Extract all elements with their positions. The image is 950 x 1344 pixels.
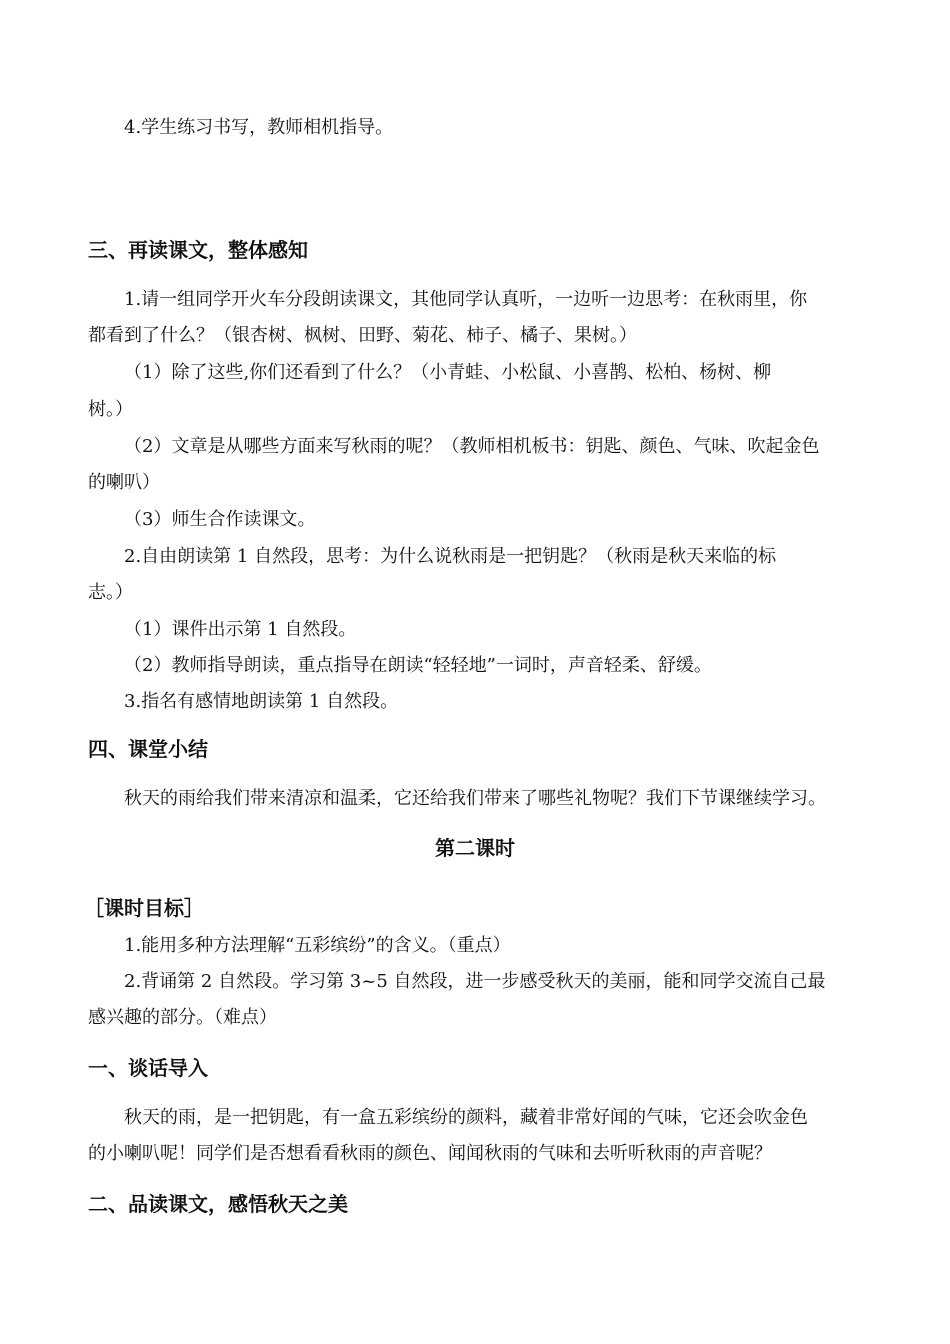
lesson-2-section-2-heading: 二、品读课文，感悟秋天之美 xyxy=(88,1192,348,1216)
lesson-2-section-1-heading: 一、谈话导入 xyxy=(88,1056,208,1080)
lesson-2-intro-line-1: 秋天的雨，是一把钥匙，有一盒五彩缤纷的颜料，藏着非常好闻的气味，它还会吹金色 xyxy=(124,1107,808,1128)
lesson-goal-2-line-1: 2.背诵第 2 自然段。学习第 3~5 自然段，进一步感受秋天的美丽，能和同学交流自己最 xyxy=(124,971,826,992)
section-3-para-2-line-1: 2.自由朗读第 1 自然段，思考：为什么说秋雨是一把钥匙？（秋雨是秋天来临的标 xyxy=(124,546,777,567)
section-4-heading: 四、课堂小结 xyxy=(88,737,208,761)
section-3-para-1-line-1: 1.请一组同学开火车分段朗读课文，其他同学认真听，一边听一边思考：在秋雨里，你 xyxy=(124,289,808,310)
section-3-para-1-line-2: 都看到了什么？（银杏树、枫树、田野、菊花、柿子、橘子、果树。） xyxy=(88,325,637,346)
lesson-2-intro-line-2: 的小喇叭呢！同学们是否想看看秋雨的颜色、闻闻秋雨的气味和去听听秋雨的声音呢？ xyxy=(88,1143,772,1164)
step-4-practice-writing: 4.学生练习书写，教师相机指导。 xyxy=(124,117,394,138)
section-3-para-2-sub-2: （2）教师指导朗读，重点指导在朗读“轻轻地”一词时，声音轻柔、舒缓。 xyxy=(124,655,712,676)
section-3-para-2-line-2: 志。） xyxy=(88,582,133,603)
section-3-para-3: 3.指名有感情地朗读第 1 自然段。 xyxy=(124,691,399,712)
lesson-2-title: 第二课时 xyxy=(435,836,515,860)
section-3-sub-1-line-2: 树。） xyxy=(88,399,133,420)
section-3-heading: 三、再读课文，整体感知 xyxy=(88,238,308,262)
section-3-para-2-sub-1: （1）课件出示第 1 自然段。 xyxy=(124,619,357,640)
section-3-sub-2-line-2: 的喇叭） xyxy=(88,472,160,493)
lesson-goals-heading: ［课时目标］ xyxy=(84,896,204,920)
section-4-summary: 秋天的雨给我们带来清凉和温柔，它还给我们带来了哪些礼物呢？我们下节课继续学习。 xyxy=(124,788,826,809)
section-3-sub-1-line-1: （1）除了这些,你们还看到了什么？（小青蛙、小松鼠、小喜鹊、松柏、杨树、柳 xyxy=(124,362,772,383)
section-3-sub-2-line-1: （2）文章是从哪些方面来写秋雨的呢？（教师相机板书：钥匙、颜色、气味、吹起金色 xyxy=(124,436,820,457)
lesson-goal-1: 1.能用多种方法理解“五彩缤纷”的含义。（重点） xyxy=(124,935,511,956)
lesson-goal-2-line-2: 感兴趣的部分。（难点） xyxy=(88,1007,277,1028)
section-3-sub-3: （3）师生合作读课文。 xyxy=(124,509,316,530)
